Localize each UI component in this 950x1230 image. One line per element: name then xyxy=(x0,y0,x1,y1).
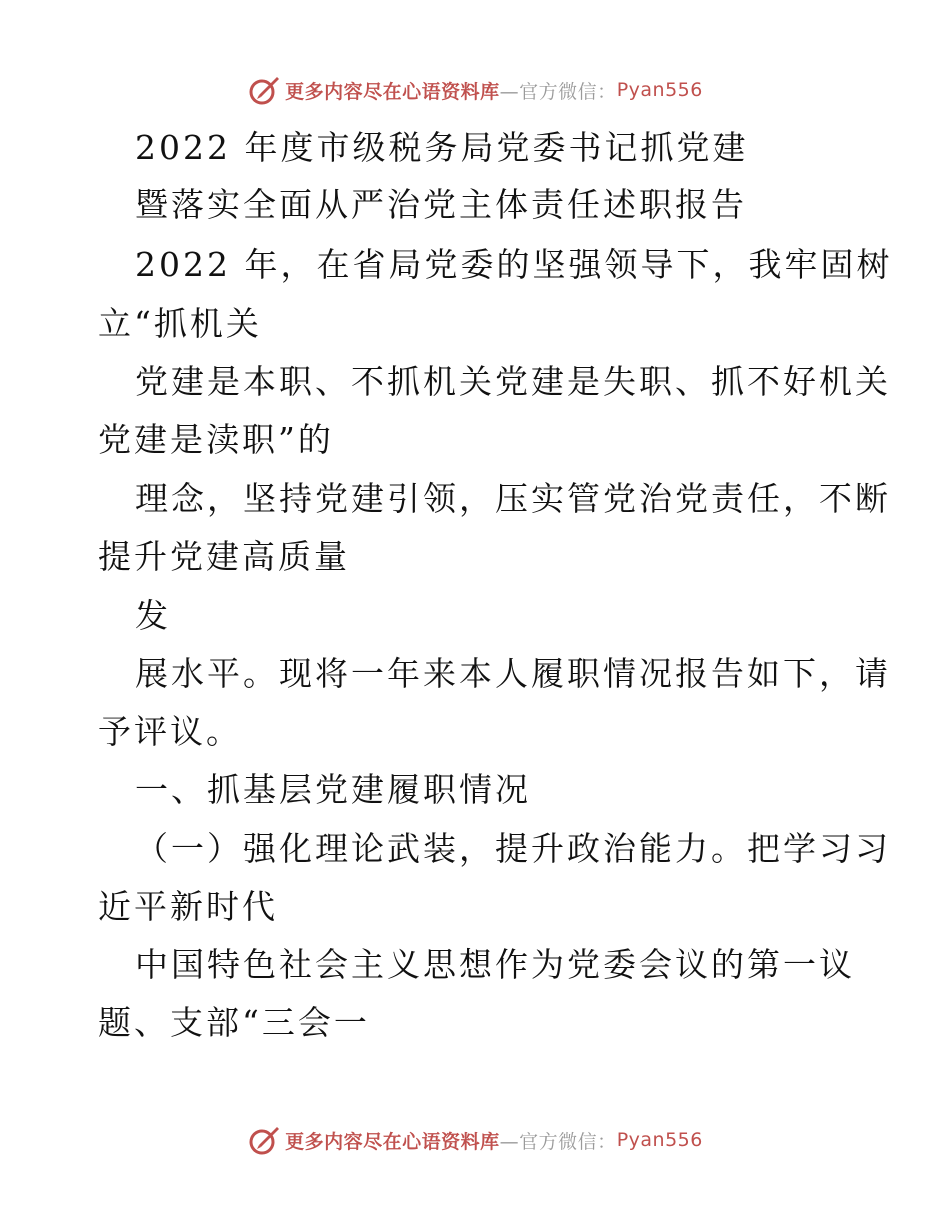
header-watermark xyxy=(0,70,950,110)
paragraph-line: 2022 年，在省局党委的坚强领导下，我牢固树 xyxy=(135,245,893,284)
paragraph-line: 发 xyxy=(135,596,171,635)
paragraph-line: 近平新时代 xyxy=(98,887,278,926)
doc-title-line-1: 2022 年度市级税务局党委书记抓党建 xyxy=(135,128,749,167)
paragraph-line: 中国特色社会主义思想作为党委会议的第一议 xyxy=(135,945,855,984)
paragraph-line: 展水平。现将一年来本人履职情况报告如下，请 xyxy=(135,654,891,693)
quill-pen-seal-icon xyxy=(247,1123,281,1157)
watermark-wechat-label: —官方微信： xyxy=(499,1130,617,1153)
paragraph-line: 提升党建高质量 xyxy=(98,537,350,576)
section-heading: 一、抓基层党建履职情况 xyxy=(135,770,531,809)
paragraph-line: 理念，坚持党建引领，压实管党治党责任，不断 xyxy=(135,479,891,518)
paragraph-line: 立“抓机关 xyxy=(98,304,262,343)
paragraph-line: （一）强化理论武装，提升政治能力。把学习习 xyxy=(135,829,891,868)
paragraph-line: 予评议。 xyxy=(98,712,242,751)
watermark-wechat-id: Pyan556 xyxy=(616,1129,703,1151)
quill-pen-seal-icon xyxy=(247,73,281,107)
watermark-text: 更多内容尽在心语资料库 xyxy=(285,80,500,103)
paragraph-line: 题、支部“三会一 xyxy=(98,1003,370,1042)
paragraph-line: 党建是渎职”的 xyxy=(98,420,334,459)
watermark-text: 更多内容尽在心语资料库 xyxy=(285,1130,500,1153)
watermark-wechat-label: —官方微信： xyxy=(499,80,617,103)
doc-title-line-2: 暨落实全面从严治党主体责任述职报告 xyxy=(135,185,747,224)
footer-watermark xyxy=(0,1120,950,1160)
paragraph-line: 党建是本职、不抓机关党建是失职、抓不好机关 xyxy=(135,362,891,401)
watermark-wechat-id: Pyan556 xyxy=(616,79,703,101)
